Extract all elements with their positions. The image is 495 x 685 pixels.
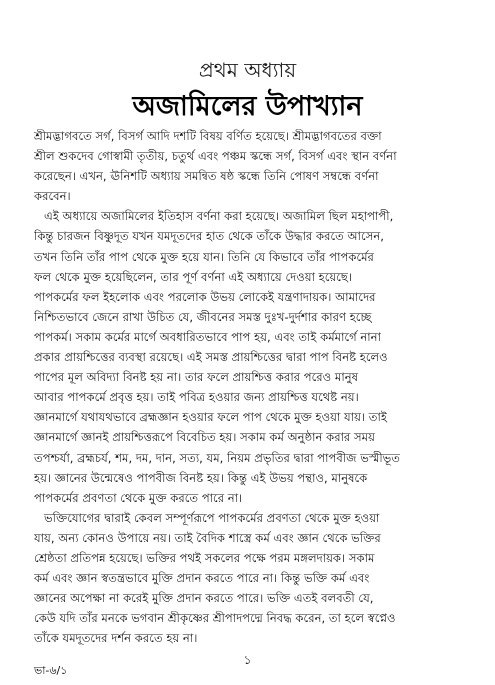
text-line: হয়। জ্ঞানের উন্মেষেও পাপবীজ বিনষ্ট হয়। কিন্তু এই উভয় পন্থাও, মানুষকে bbox=[34, 470, 368, 485]
text-line: করেছেন। এখন, ঊনিশটি অধ্যায় সমন্বিত ষষ্ঠ স্কন্ধে তিনি পোষণ সম্বন্ধে বর্ণনা bbox=[34, 169, 379, 184]
text-line: তপশ্চর্যা, ব্রহ্মচর্য, শম, দম, দান, সত্য, যম, নিয়ম প্রভৃতির দ্বারা পাপবীজ ভস্মীভূত bbox=[34, 450, 401, 465]
text-line: নিশ্চিতভাবে জেনে রাখা উচিত যে, জীবনের সমস্ত দুঃখ-দুর্দশার কারণ হচ্ছে bbox=[34, 309, 372, 324]
body-text bbox=[34, 126, 459, 648]
text-line: কর্ম এবং জ্ঞান স্বতন্ত্রভাবে মুক্তি প্রদান করতে পারে না। কিন্তু ভক্তি কর্ম এবং bbox=[34, 571, 370, 586]
text-line: তাঁকে যমদূতদের দর্শন করতে হয় না। bbox=[34, 631, 198, 646]
text-line: পাপকর্মের ফল ইহলোক এবং পরলোক উভয় লোকেই যন্ত্রণাদায়ক। আমাদের bbox=[34, 289, 376, 304]
text-line: পাপকর্ম। সকাম কর্মের মার্গে অবধারিতভাবে পাপ হয়, এবং তাই কর্মমার্গে নানা bbox=[34, 329, 381, 344]
text-line: জ্ঞানের অপেক্ষা না করেই মুক্তি প্রদান করতে পারে। ভক্তি এতই বলবতী যে, bbox=[34, 591, 374, 606]
text-line: শ্রীমদ্ভাগবতে সর্গ, বিসর্গ আদি দশটি বিষয় বর্ণিত হয়েছে। শ্রীমদ্ভাগবতের বক্তা bbox=[34, 129, 382, 143]
text-line: কিন্তু চারজন বিষ্ণুদূত যখন যমদূতদের হাত থেকে তাঁকে উদ্ধার করতে আসেন, bbox=[34, 229, 384, 244]
text-line: পাপকর্মের প্রবণতা থেকে মুক্ত করতে পারে না। bbox=[34, 490, 243, 505]
text-line: করবেন। bbox=[34, 189, 71, 204]
text-line: শ্রেষ্ঠতা প্রতিপন্ন হয়েছে। ভক্তির পথই সকলের পক্ষে পরম মঙ্গলদায়ক। সকাম bbox=[34, 550, 375, 565]
text-line: ভক্তিযোগের দ্বারাই কেবল সম্পূর্ণরূপে পাপকর্মের প্রবণতা থেকে মুক্ত হওয়া bbox=[44, 510, 380, 525]
text-line: এই অধ্যায়ে অজামিলের ইতিহাস বর্ণনা করা হয়েছে। অজামিল ছিল মহাপাপী, bbox=[44, 209, 394, 224]
footer-code: ভা-৬/১ bbox=[34, 664, 68, 677]
text-line: জ্ঞানমার্গে জ্ঞানই প্রায়শ্চিত্তরূপে বিবেচিত হয়। সকাম কর্ম অনুষ্ঠান করার সময় bbox=[34, 430, 375, 445]
text-line: ফল থেকে মুক্ত হয়েছিলেন, তার পূর্ণ বর্ণনা এই অধ্যায়ে দেওয়া হয়েছে। bbox=[34, 269, 353, 284]
text-line: কেউ যদি তাঁর মনকে ভগবান শ্রীকৃষ্ণের শ্রীপাদপদ্মে নিবদ্ধ করেন, তা হলে স্বপ্নেও bbox=[34, 611, 396, 626]
chapter-title: অজামিলের উপাখ্যান bbox=[132, 91, 363, 122]
page-number: ১ bbox=[243, 653, 252, 667]
text-line: যায়, অন্য কোনও উপায়ে নয়। তাই বৈদিক শাস্ত্রে কর্ম এবং জ্ঞান থেকে ভক্তির bbox=[34, 530, 381, 545]
text-line: প্রকার প্রায়শ্চিত্তের ব্যবস্থা রয়েছে। এই সমস্ত প্রায়শ্চিত্তের দ্বারা পাপ বিনষ্ট হলেও bbox=[34, 350, 388, 365]
text-line: তখন তিনি তাঁর পাপ থেকে মুক্ত হয়ে যান। তিনি যে কিভাবে তাঁর পাপকর্মের bbox=[34, 249, 374, 264]
text-line: পাপের মূল অবিদ্যা বিনষ্ট হয় না। তার ফলে প্রায়শ্চিত্ত করার পরেও মানুষ bbox=[34, 370, 359, 385]
text-line: শ্রীল শুকদেব গোস্বামী তৃতীয়, চতুর্থ এবং পঞ্চম স্কন্ধে সর্গ, বিসর্গ এবং স্থান বর্ণনা bbox=[34, 149, 397, 164]
text-line: জ্ঞানমার্গে যথাযথভাবে ব্রহ্মজ্ঞান হওয়ার ফলে পাপ থেকে মুক্ত হওয়া যায়। তাই bbox=[34, 410, 387, 425]
chapter-label: প্রথম অধ্যায় bbox=[198, 58, 297, 82]
text-line: আবার পাপকর্মে প্রবৃত্ত হয়। তাই পবিত্র হওয়ার জন্য প্রায়শ্চিত্ত যথেষ্ট নয়। bbox=[34, 390, 359, 405]
